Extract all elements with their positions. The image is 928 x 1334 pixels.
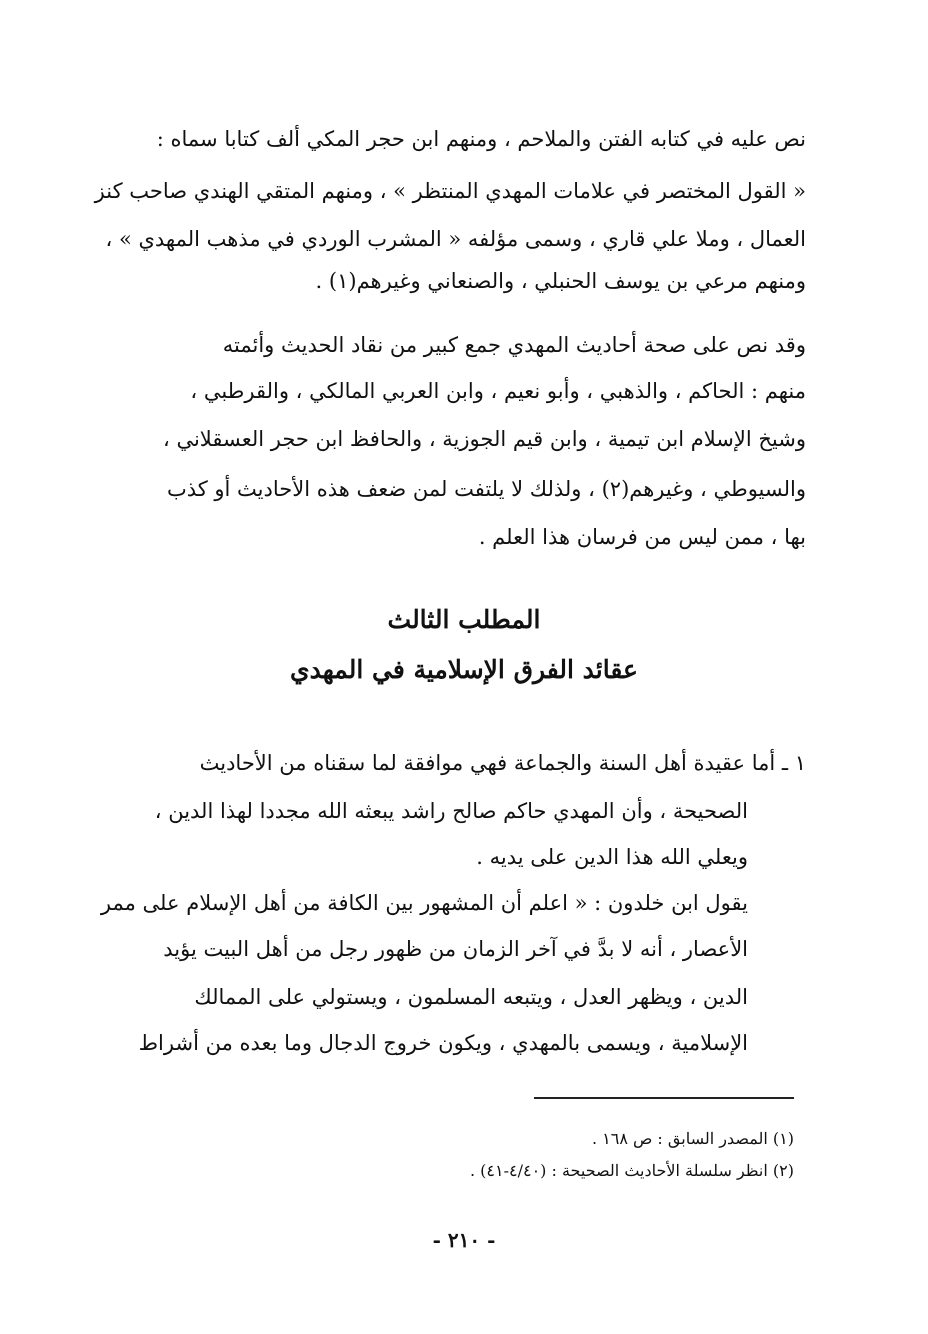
paragraph-2-line-4: والسيوطي ، وغيرهم(٢) ، ولذلك لا يلتفت لمن ضعف هذه الأحاديث أو كذب [166,477,806,501]
footnote-1: (١) المصدر السابق : ص ١٦٨ . [591,1129,794,1148]
item-1-line-2: الصحيحة ، وأن المهدي حاكم صالح راشد يبعثه الله مجددا لهذا الدين ، [154,799,748,823]
quote-line-3: الدين ، ويظهر العدل ، ويتبعه المسلمون ، ويستولي على الممالك [194,985,748,1009]
paragraph-1-line-2: « القول المختصر في علامات المهدي المنتظر » ، ومنهم المتقي الهندي صاحب كنز [94,179,806,203]
paragraph-1-line-3: العمال ، وملا علي قاري ، وسمى مؤلفه « المشرب الوردي في مذهب المهدي » ، [105,227,806,251]
quote-line-4: الإسلامية ، ويسمى بالمهدي ، ويكون خروج الدجال وما بعده من أشراط [138,1031,748,1055]
paragraph-2-line-2: منهم : الحاكم ، والذهبي ، وأبو نعيم ، وابن العربي المالكي ، والقرطبي ، [190,379,806,403]
footnote-divider [534,1097,794,1099]
item-1-line-3: ويعلي الله هذا الدين على يديه . [476,845,748,869]
paragraph-2-line-5: بها ، ممن ليس من فرسان هذا العلم . [478,525,806,549]
paragraph-2-line-3: وشيخ الإسلام ابن تيمية ، وابن قيم الجوزية ، والحافظ ابن حجر العسقلاني ، [163,427,806,451]
paragraph-2-line-1: وقد نص على صحة أحاديث المهدي جمع كبير من نقاد الحديث وأئمته [222,333,806,357]
quote-line-2: الأعصار ، أنه لا بدَّ في آخر الزمان من ظهور رجل من أهل البيت يؤيد [163,937,748,961]
paragraph-1-line-4: ومنهم مرعي بن يوسف الحنبلي ، والصنعاني وغيرهم(١) . [315,269,806,293]
section-title: المطلب الثالث [387,605,541,634]
page-number: - ٢١٠ - [432,1228,496,1252]
quote-line-1: يقول ابن خلدون : « اعلم أن المشهور بين الكافة من أهل الإسلام على ممر [100,891,748,915]
paragraph-1-line-1: نص عليه في كتابه الفتن والملاحم ، ومنهم ابن حجر المكي ألف كتابا سماه : [156,127,806,151]
footnote-2: (٢) انظر سلسلة الأحاديث الصحيحة : (٤/٤٠-٤١) . [469,1161,794,1180]
section-subtitle: عقائد الفرق الإسلامية في المهدي [290,655,638,684]
item-1-line-1: ١ ـ أما عقيدة أهل السنة والجماعة فهي موافقة لما سقناه من الأحاديث [199,751,806,775]
